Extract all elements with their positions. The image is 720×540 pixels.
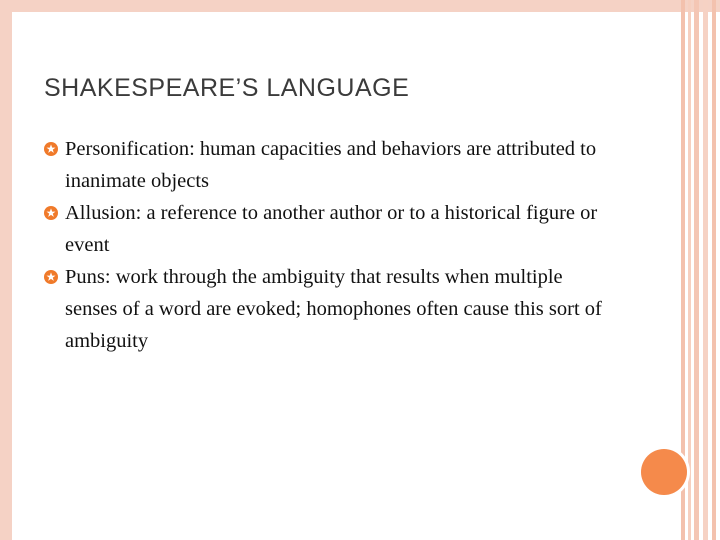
bullet-item bbox=[44, 133, 614, 197]
decorative-circle bbox=[641, 449, 687, 495]
bullet-text: Puns: work through the ambiguity that results when multiple senses of a word are evoked; homophones often cause this sort of ambiguity bbox=[65, 266, 602, 352]
bullet-item bbox=[44, 197, 614, 261]
star-bullet-icon bbox=[44, 142, 58, 156]
bullet-text: Personification: human capacities and behaviors are attributed to inanimate objects bbox=[65, 138, 597, 192]
decorative-stripe bbox=[688, 0, 691, 540]
bullet-list bbox=[44, 133, 614, 357]
slide-title: SHAKESPEARE’S LANGUAGE bbox=[44, 74, 410, 102]
decorative-stripe bbox=[694, 0, 699, 540]
left-border-band bbox=[0, 0, 12, 540]
star-bullet-icon bbox=[44, 206, 58, 220]
decorative-stripe bbox=[703, 0, 708, 540]
bullet-item bbox=[44, 261, 614, 357]
star-bullet-icon bbox=[44, 270, 58, 284]
top-border-band bbox=[0, 0, 720, 12]
decorative-stripe bbox=[712, 0, 716, 540]
bullet-text: Allusion: a reference to another author or to a historical figure or event bbox=[65, 202, 598, 256]
